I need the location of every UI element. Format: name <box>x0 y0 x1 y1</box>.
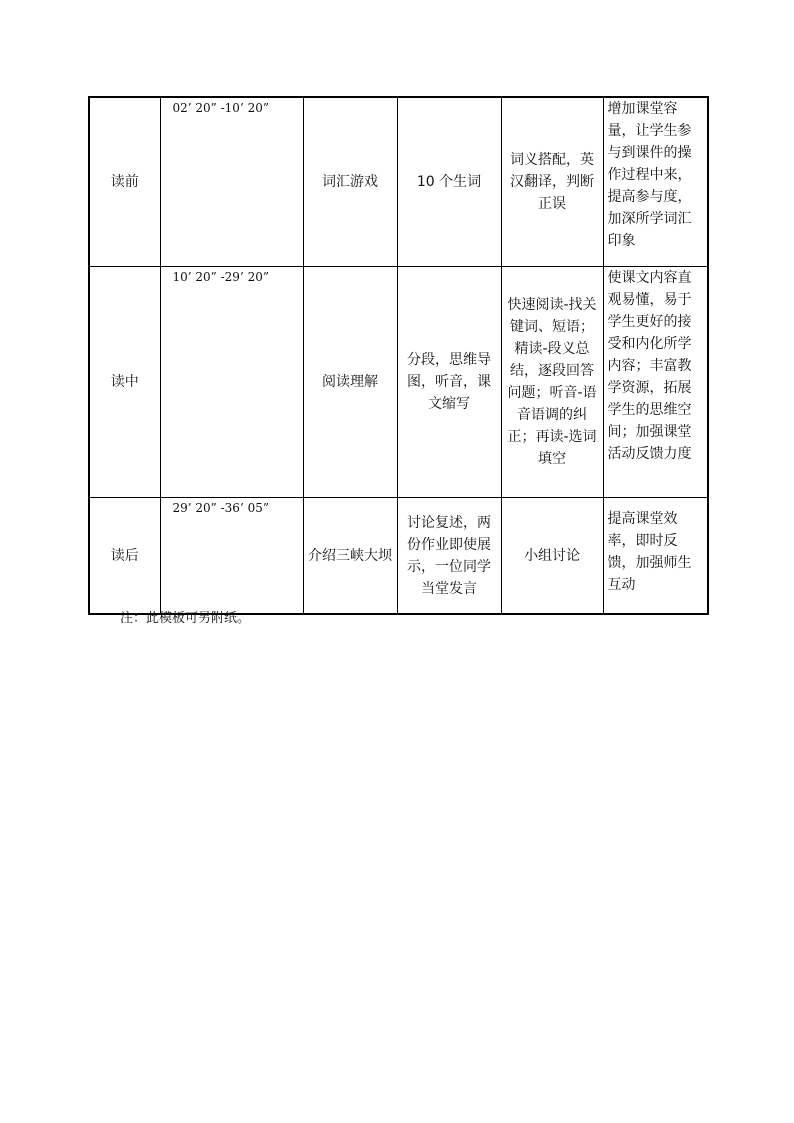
activity-cell: 介绍三峡大坝 <box>303 498 397 615</box>
method-cell: 词义搭配，英汉翻译，判断正误 <box>501 97 603 267</box>
stage-cell: 读中 <box>89 267 160 498</box>
purpose-cell: 使课文内容直观易懂，易于学生更好的接受和内化所学内容；丰富教学资源，拓展学生的思维空间；加强课堂活动反馈力度 <box>603 267 708 498</box>
method-cell: 小组讨论 <box>501 498 603 615</box>
content-cell: 10 个生词 <box>397 97 501 267</box>
time-cell: 10’ 20” -29’ 20” <box>160 267 303 498</box>
stage-cell: 读前 <box>89 97 160 267</box>
time-cell: 02’ 20” -10’ 20” <box>160 97 303 267</box>
purpose-cell: 增加课堂容量，让学生参与到课件的操作过程中来，提高参与度，加深所学词汇印象 <box>603 97 708 267</box>
table-row <box>89 498 708 615</box>
content-cell: 讨论复述，两份作业即使展示，一位同学当堂发言 <box>397 498 501 615</box>
table-row <box>89 267 708 498</box>
content-cell: 分段，思维导图，听音，课文缩写 <box>397 267 501 498</box>
purpose-cell: 提高课堂效率，即时反馈，加强师生互动 <box>603 498 708 615</box>
stage-cell: 读后 <box>89 498 160 615</box>
time-cell: 29’ 20” -36’ 05” <box>160 498 303 615</box>
footnote: 注：此模板可另附纸。 <box>120 611 251 626</box>
activity-cell: 词汇游戏 <box>303 97 397 267</box>
method-cell: 快速阅读-找关键词、短语；精读-段义总结，逐段回答问题；听音-语音语调的纠正；再读-选词填空 <box>501 267 603 498</box>
activity-cell: 阅读理解 <box>303 267 397 498</box>
table-row <box>89 97 708 267</box>
lesson-plan-table <box>88 96 709 615</box>
